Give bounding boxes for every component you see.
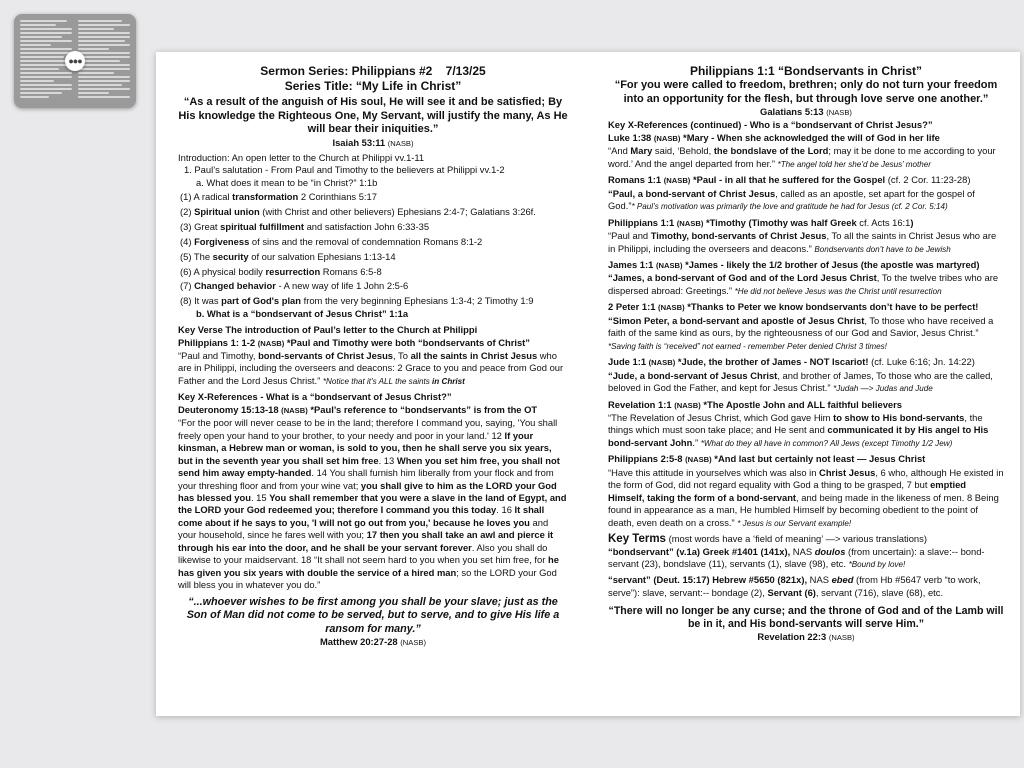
right-title: Philippians 1:1 “Bondservants in Christ” — [689, 64, 923, 78]
list-item: (4) Forgiveness of sins and the removal of condemnation Romans 8:1-2 — [180, 235, 483, 247]
revelation-text: “The Revelation of Jesus Christ, which God gave Him to show to His bond-servants, the things which must soon take place; and He sent and communicated it by His angel to His bond-servant John.” *What do they all have in common? All Jews (except Timothy 1/2 Jew) — [608, 411, 989, 448]
jude-ref: Jude 1:1 (NASB) *Jude, the brother of James - NOT Iscariot! (cf. Luke 6:16; Jn. 14:22) — [608, 356, 975, 368]
luke-ref: Luke 1:38 (NASB) *Mary - When she acknowledged the will of God in her life — [608, 131, 940, 143]
james-text: “James, a bond-servant of God and of the Lord Jesus Christ, To the twelve tribes who are dispersed abroad: Greetings.” *He did not believe Jesus was the Christ until resurrection — [608, 272, 999, 296]
page-thumbnail[interactable] — [14, 14, 136, 108]
point-1a: a. What does it mean to be “in Christ?” 1:1b — [196, 176, 378, 188]
philippians-ref: Philippians 1:1 (NASB) *Timothy (Timothy was half Greek cf. Acts 16:1) — [608, 216, 914, 228]
key-term-servant: “servant” (Deut. 15:17) Hebrew #5650 (821x), NAS ebed (from Hb #5647 verb “to work, serve”): slave, servant:-- bondage (2), Servant (6), servant (716), slave (68), etc. — [608, 574, 981, 598]
sermon-title: Sermon Series: Philippians #2 7/13/25 — [260, 64, 486, 78]
key-terms-heading: Key Terms (most words have a ‘field of meaning’ —> various translations) — [608, 533, 927, 546]
jude-text: “Jude, a bond-servant of Jesus Christ, and brother of James, To those who are the called, beloved in God the Father, and kept for Jesus Christ.” *Judah —> Judas and Jude — [608, 369, 993, 394]
point-1b: b. What is a “bondservant of Jesus Christ” 1:1a — [196, 307, 409, 319]
list-item: (1) A radical transformation 2 Corinthians 5:17 — [180, 191, 377, 203]
romans-ref: Romans 1:1 (NASB) *Paul - in all that he suffered for the Gospel (cf. 2 Cor. 11:23-28) — [608, 174, 971, 186]
philippians-2-text: “Have this attitude in yourselves which was also in Christ Jesus, 6 who, although He existed in the form of God, did not regard equality with God a thing to be grasped, 7 but emptied Himself, taking the form of a bond-servant, and being made in the likeness of men. 8 Being found in appearance as a man, He humbled Himself by becoming obedient to the point of death, even death on a cross.” * Jesus is our Servant example! — [608, 466, 1004, 528]
final-quote: “There will no longer be any curse; and the throne of God and of the Lamb will be in it, and His bond-servants will serve Him.” — [608, 605, 1004, 631]
philippians-2-ref: Philippians 2:5-8 (NASB) *And last but certainly not least — Jesus Christ — [608, 453, 926, 465]
xref-heading: Key X-References - What is a “bondservant of Jesus Christ?” — [178, 391, 452, 403]
list-item: (3) Great spiritual fulfillment and satisfaction John 6:33-35 — [180, 221, 430, 232]
introduction: Introduction: An open letter to the Church at Philippi vv.1-11 — [178, 151, 425, 163]
ellipsis-icon[interactable]: ●●● — [65, 51, 85, 71]
peter-text: “Simon Peter, a bond-servant and apostle of Jesus Christ, To those who have received a faith of the same kind as ours, by the righteousness of our God and Savior, Jesus Christ.” *Saving faith is “received” not earned - remember Peter denied Christ 3 times! — [608, 314, 994, 351]
xref-continued-heading: Key X-References (continued) - Who is a “bondservant of Christ Jesus?” — [608, 119, 933, 131]
closing-verse: “...whoever wishes to be first among you shall be your slave; just as the Son of Man did not come to be served, but to serve, and to give His life a ransom for many.” — [186, 595, 560, 635]
list-item: (6) A physical bodily resurrection Romans 6:5-8 — [180, 265, 382, 277]
peter-ref: 2 Peter 1:1 (NASB) *Thanks to Peter we know bondservants don’t have to be perfect! — [608, 301, 979, 313]
key-verse-heading: Key Verse The introduction of Paul’s letter to the Church at Philippi — [178, 324, 478, 336]
galatians-quote-ref: Galatians 5:13 (NASB) — [760, 106, 852, 117]
key-verse-text: “Paul and Timothy, bond-servants of Christ Jesus, To all the saints in Christ Jesus who are in Philippi, including the overseers and deacons: 2 Grace to you and peace from God our Father and the Lord Jesus Christ.” *Notice that it’s ALL the saints in Christ — [178, 350, 564, 386]
key-verse-ref: Philippians 1: 1-2 (NASB) *Paul and Timothy were both “bondservants of Christ” — [178, 336, 530, 348]
key-term-bondservant: “bondservant” (v.1a) Greek #1401 (141x), NAS doulos (from uncertain): a slave:-- bond-servant (23), bondslave (11), servants (1), slave (98), etc. *Bound by love! — [608, 545, 985, 569]
left-column — [178, 64, 568, 650]
final-quote-ref: Revelation 22:3 (NASB) — [757, 631, 855, 643]
list-item: (7) Changed behavior - A new way of life 1 John 2:5-6 — [180, 280, 409, 292]
list-item: (2) Spiritual union (with Christ and other believers) Ephesians 2:4-7; Galatians 3:26f. — [180, 206, 536, 218]
galatians-quote: “For you were called to freedom, brethren; only do not turn your freedom into an opportunity for the flesh, but through love serve one another.” — [614, 79, 998, 105]
document-page — [156, 52, 1020, 716]
opening-quote: “As a result of the anguish of His soul, He will see it and be satisfied; By His knowledge the Righteous One, My Servant, will justify the many, As He will bear their iniquities.” — [178, 96, 568, 135]
luke-text: “And Mary said, ‘Behold, the bondslave of the Lord; may it be done to me according to your word.’ And the angel departed from her.” *The angel told her she’d be Jesus’ mother — [608, 145, 996, 169]
romans-text: “Paul, a bond-servant of Christ Jesus, called as an apostle, set apart for the gospel of God.”* Paul’s motivation was primarily the love and gratitude he had for Jesus (cf. 2 Cor. 5:14) — [608, 187, 975, 212]
deut-ref: Deuteronomy 15:13-18 (NASB) *Paul’s reference to “bondservants” is from the OT — [178, 403, 538, 415]
point-1: 1. Paul’s salutation - From Paul and Timothy to the believers at Philippi vv.1-2 — [184, 164, 505, 176]
philippians-text: “Paul and Timothy, bond-servants of Christ Jesus, To all the saints in Christ Jesus who are in Philippi, including the overseers and deacons.” Bondservants don’t have to be Jewish — [608, 230, 997, 254]
series-title: Series Title: “My Life in Christ” — [284, 79, 462, 93]
james-ref: James 1:1 (NASB) *James - likely the 1/2 brother of Jesus (the apostle was martyred) — [608, 258, 980, 270]
opening-quote-ref: Isaiah 53:11 (NASB) — [332, 136, 414, 148]
closing-verse-ref: Matthew 20:27-28 (NASB) — [320, 636, 426, 648]
revelation-ref: Revelation 1:1 (NASB) *The Apostle John and ALL faithful believers — [608, 398, 903, 410]
right-column — [608, 64, 1004, 645]
thumbnail-right-lines — [78, 20, 130, 100]
list-item: (5) The security of our salvation Ephesians 1:13-14 — [180, 250, 396, 262]
deut-text: “For the poor will never cease to be in the land; therefore I command you, saying, 'You shall freely open your hand to your brother, to your needy and poor in your land.' 12 If your kinsman, a Hebrew man or woman, is sold to you, then he shall serve you six years, but in the seventh year you shall set him free. 13 When you set him free, you shall not send him away empty-handed. 14 You shall furnish him liberally from your flock and from your threshing floor and from your wine vat; you shall give to him as the LORD your God has blessed you. 15 You shall remember that you were a slave in the land of Egypt, and the LORD your God redeemed you; therefore I command you this today. 16 It shall come about if he says to you, 'I will not go out from you,' because he loves you and your household, since he fares well with you; 17 then you shall take an awl and pierce it through his ear into the door, and he shall be your servant forever. Also you shall do likewise to your maidservant. 18 “It shall not seem hard to you when you set him free, for he has given you six years with double the service of a hired man; so the LORD your God will bless you in whatever you do.” — [178, 417, 567, 591]
in-christ-list — [178, 191, 568, 307]
list-item: (8) It was part of God's plan from the very beginning Ephesians 1:3-4; 2 Timothy 1:9 — [180, 295, 534, 307]
